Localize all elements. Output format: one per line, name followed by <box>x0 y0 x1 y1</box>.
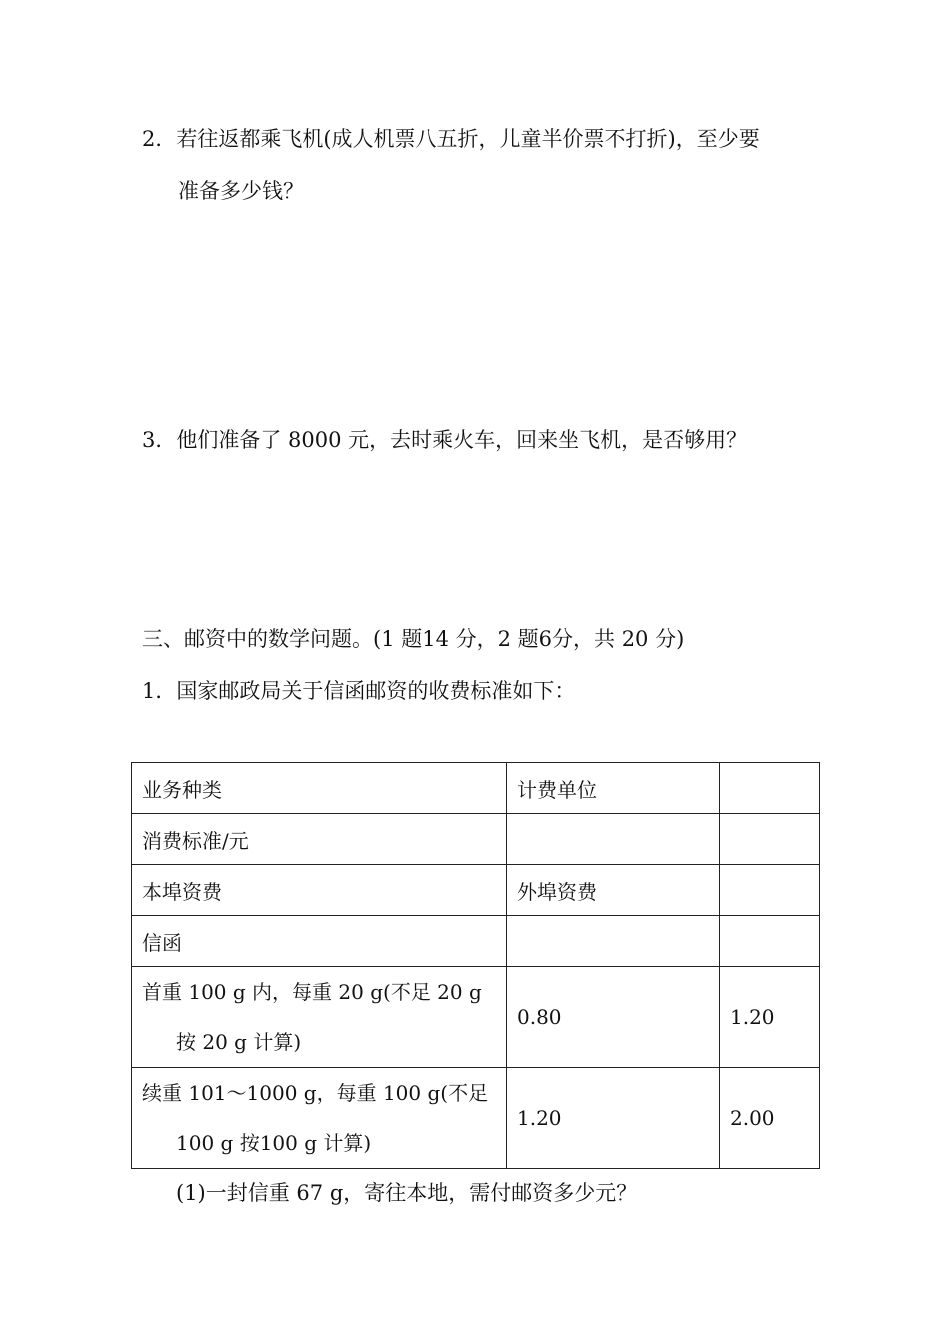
sub-question-1: (1)一封信重 67 g，寄往本地，需付邮资多少元？ <box>176 1181 638 1205</box>
table-row <box>132 814 820 865</box>
question-3: 3．他们准备了 8000 元，去时乘火车，回来坐飞机，是否够用？ <box>142 428 748 452</box>
cell-line: 首重 100 g 内，每重 20 g(不足 20 g <box>142 980 482 1004</box>
table-cell <box>132 967 507 1068</box>
table-cell: 外埠资费 <box>507 865 720 916</box>
table-cell: 2.00 <box>720 1068 820 1169</box>
table-cell <box>507 814 720 865</box>
table-cell: 信函 <box>132 916 507 967</box>
question-2-line-1: 2．若往返都乘飞机(成人机票八五折，儿童半价票不打折)，至少要 <box>142 127 760 151</box>
table-cell <box>720 814 820 865</box>
postage-fee-table <box>131 762 820 1169</box>
table-row <box>132 763 820 814</box>
question-2-line-2: 准备多少钱？ <box>178 179 304 203</box>
table-row <box>132 967 820 1068</box>
section-3-question-1: 1．国家邮政局关于信函邮资的收费标准如下： <box>142 679 576 703</box>
table-cell: 本埠资费 <box>132 865 507 916</box>
table-cell: 1.20 <box>720 967 820 1068</box>
cell-line: 按 20 g 计算) <box>176 1030 302 1054</box>
table-cell <box>720 763 820 814</box>
table-cell <box>132 1068 507 1169</box>
table-cell <box>720 865 820 916</box>
table-cell <box>507 916 720 967</box>
section-3-heading: 三、邮资中的数学问题。(1 题14 分，2 题6分，共 20 分) <box>142 627 685 651</box>
cell-line: 100 g 按100 g 计算) <box>176 1131 372 1155</box>
table-row <box>132 1068 820 1169</box>
table-cell: 业务种类 <box>132 763 507 814</box>
table-row <box>132 865 820 916</box>
table-cell: 消费标准/元 <box>132 814 507 865</box>
cell-line: 续重 101～1000 g，每重 100 g(不足 <box>142 1081 489 1105</box>
table-cell: 1.20 <box>507 1068 720 1169</box>
table-cell: 计费单位 <box>507 763 720 814</box>
table-cell <box>720 916 820 967</box>
table-row <box>132 916 820 967</box>
table-cell: 0.80 <box>507 967 720 1068</box>
